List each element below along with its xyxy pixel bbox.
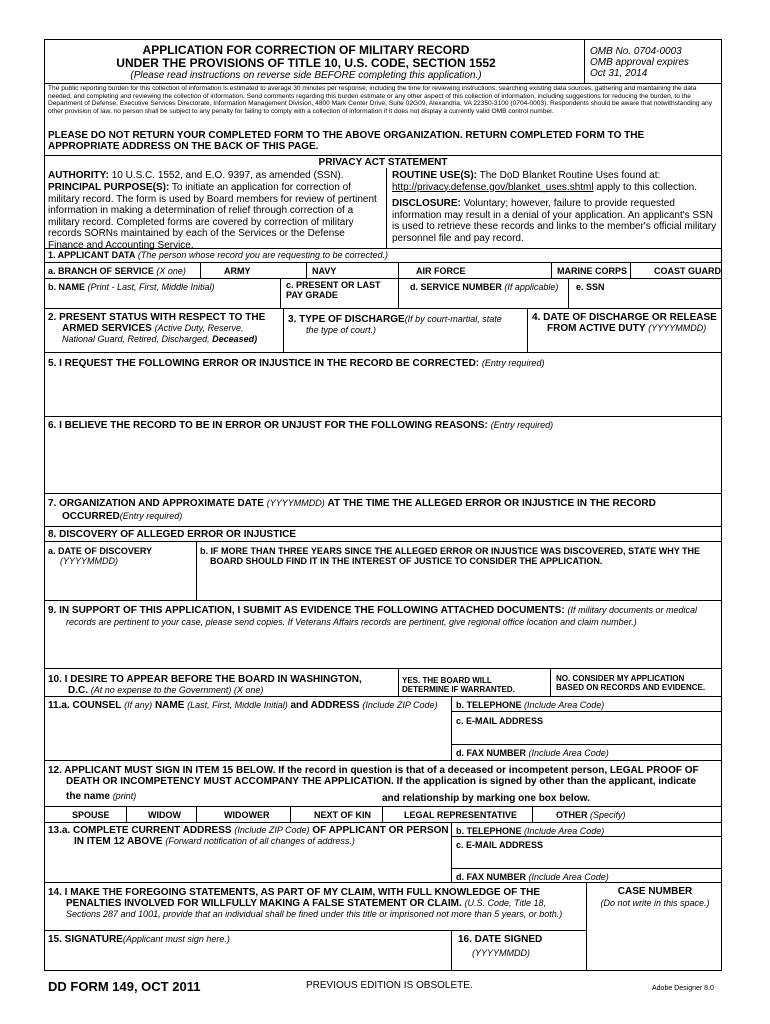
s2-note-bold: Deceased) [212, 334, 258, 344]
routine-tail: apply to this collection. [596, 181, 697, 193]
divider [630, 262, 631, 278]
s3-note2: the type of court.) [306, 325, 377, 335]
divider [398, 668, 399, 696]
s5-label: 5. I REQUEST THE FOLLOWING ERROR OR INJUSTICE IN THE RECORD BE CORRECTED: [48, 358, 480, 369]
s13-note2: (Forward notification of all changes of address.) [165, 836, 355, 846]
routine-label: ROUTINE USE(S): [392, 170, 477, 181]
present-status-field[interactable] [48, 312, 278, 344]
relationship-widower[interactable]: WIDOWER [224, 810, 270, 820]
disclosure-text: Voluntary; however, failure to provide requested information may result in a denial of your application. An applicant's SSN is used to retrieve these records and links to the member's official military personnel file and pay record. [392, 198, 717, 244]
divider [398, 278, 399, 308]
branch-label: a. BRANCH OF SERVICE [48, 266, 154, 276]
relationship-legal-representative[interactable]: LEGAL REPRESENTATIVE [404, 810, 518, 820]
applicant-telephone-field[interactable] [456, 826, 604, 836]
s5-note: (Entry required) [481, 358, 545, 368]
s10-no: NO. CONSIDER MY APPLICATION [556, 674, 685, 683]
relationship-widow[interactable]: WIDOW [148, 810, 181, 820]
s4-note: (YYYYMMDD) [648, 323, 707, 333]
s12-label: 12. APPLICANT MUST SIGN IN ITEM 15 BELOW. If the record in question is that of a deceased or incompetent person, LEGAL PROOF OF [48, 765, 699, 776]
purpose-label: PRINCIPAL PURPOSE(S): [48, 182, 170, 193]
s14-note3: Sections 287 and 1001, provide that an individual shall be fined under this title or imprisoned not more than 5 years, or both.) [66, 909, 563, 919]
disclosure-label: DISCLOSURE: [392, 198, 461, 209]
routine-text: The DoD Blanket Routine Uses found at: [479, 170, 661, 181]
divider [44, 668, 722, 669]
s12-label2: DEATH OR INCOMPETENCY MUST ACCOMPANY THE APPLICATION. If the application is signed by other than the applicant, indicate [66, 776, 697, 787]
s2-label: 2. PRESENT STATUS WITH RESPECT TO THE [48, 312, 266, 323]
branch-option-coast-guard[interactable]: COAST GUARD [654, 266, 721, 276]
divider [44, 541, 722, 542]
s7-note: (YYYYMMDD) [266, 498, 325, 508]
purpose-text: To initiate an application for correction of military record. The form is used by Board members for review of pertinent information in making a determination of relief through correction of a military record. Completed forms are covered by correction of military records SORNs maintained by each of the Services or the Defense Finance and Accounting Service. [48, 182, 377, 251]
branch-of-service-label [48, 266, 186, 276]
s13-tel-note: (Include Area Code) [524, 826, 605, 836]
service-number-note: (If applicable) [504, 282, 559, 292]
divider [44, 806, 722, 807]
divider [44, 930, 586, 931]
representative-name-field[interactable] [66, 791, 136, 802]
divider [386, 168, 387, 248]
divider [584, 39, 585, 83]
s14-statement [48, 887, 578, 919]
relationship-other[interactable] [556, 810, 626, 820]
divider [196, 541, 197, 600]
divider [451, 696, 452, 760]
s11-note: (If any) [124, 700, 153, 710]
relationship-spouse[interactable]: SPOUSE [72, 810, 110, 820]
omb-expires: OMB approval expires [590, 57, 689, 68]
s12-label3: the name [66, 791, 110, 802]
s10-yes2: DETERMINE IF WARRANTED. [402, 685, 515, 694]
applicant-email-field[interactable]: c. E-MAIL ADDRESS [456, 840, 544, 850]
authority-label: AUTHORITY: [48, 170, 109, 181]
case-number-note: (Do not write in this space.) [600, 898, 710, 908]
s2-note: (Active Duty, Reserve, [154, 323, 244, 333]
s11-note-b: (Last, First, Middle Initial) [187, 700, 288, 710]
branch-note: (X one) [156, 266, 186, 276]
s11-note-c: (Include ZIP Code) [362, 700, 438, 710]
divider [44, 882, 722, 883]
counsel-telephone-field[interactable] [456, 700, 604, 710]
s10-label: 10. I DESIRE TO APPEAR BEFORE THE BOARD IN WASHINGTON, [48, 674, 362, 685]
organization-date-field[interactable] [48, 497, 718, 523]
divider [551, 262, 552, 278]
s11-label-c: and ADDRESS [290, 700, 360, 711]
routine-block [392, 170, 718, 193]
branch-option-marine-corps[interactable]: MARINE CORPS [557, 266, 628, 276]
appear-no-option[interactable] [556, 674, 722, 692]
s12-label4: and relationship by marking one box below. [382, 793, 590, 804]
divider [451, 868, 722, 869]
divider [527, 308, 528, 352]
branch-option-army[interactable]: ARMY [224, 266, 251, 276]
counsel-name-address-field[interactable] [48, 700, 448, 711]
omb-number: OMB No. 0704-0003 [590, 46, 682, 57]
s11-tel-note: (Include Area Code) [524, 700, 605, 710]
discharge-type-field[interactable] [288, 314, 524, 335]
s7-label-b: AT THE TIME THE ALLEGED ERROR OR INJUSTICE IN THE RECORD [327, 498, 656, 509]
s7-note2: (Entry required) [119, 511, 183, 521]
case-number-label: CASE NUMBER [617, 886, 693, 897]
s10-label2: D.C. [68, 685, 88, 696]
branch-option-air-force[interactable]: AIR FORCE [416, 266, 466, 276]
s16-label: 16. DATE SIGNED [458, 934, 543, 945]
evidence-documents-field[interactable] [48, 605, 718, 627]
divider [196, 806, 197, 822]
discovery-date-field[interactable] [48, 546, 194, 566]
divider [200, 262, 201, 278]
s15-label: 15. SIGNATURE [48, 934, 123, 945]
counsel-fax-field[interactable] [456, 748, 609, 758]
s14-label2: PENALTIES INVOLVED FOR WILLFULLY MAKING A FALSE STATEMENT OR CLAIM. [66, 898, 462, 909]
divider [451, 836, 722, 837]
s1-heading-note: (The person whose record you are requesting to be corrected.) [137, 250, 388, 260]
s13-label-b: OF APPLICANT OR PERSON [312, 825, 449, 836]
pay-grade-field[interactable]: c. PRESENT OR LAST PAY GRADE [286, 280, 381, 300]
form-title-line2: UNDER THE PROVISIONS OF TITLE 10, U.S. CODE, SECTION 1552 [116, 56, 496, 70]
applicant-address-field[interactable] [48, 825, 452, 847]
applicant-fax-field[interactable] [456, 872, 609, 882]
divider [550, 668, 551, 696]
s14-note2: (U.S. Code, Title 18, [464, 898, 546, 908]
s13-fax-note: (Include Area Code) [528, 872, 609, 882]
error-reasons-field[interactable] [48, 420, 718, 431]
s2-label2: ARMED SERVICES [62, 323, 152, 334]
divider [44, 600, 722, 601]
divider [382, 806, 383, 822]
other-note: (Specify) [590, 810, 626, 820]
privacy-heading: PRIVACY ACT STATEMENT [318, 157, 448, 168]
disclosure-block [392, 198, 718, 244]
divider [44, 308, 722, 309]
s10-note: (At no expense to the Government) (X one) [90, 685, 264, 695]
name-label: b. NAME [48, 282, 85, 292]
s4-label2: FROM ACTIVE DUTY [547, 323, 646, 334]
signature-field[interactable] [48, 934, 230, 945]
previous-edition-note: PREVIOUS EDITION IS OBSOLETE. [306, 980, 473, 991]
omb-date: Oct 31, 2014 [590, 68, 648, 79]
divider [532, 806, 533, 822]
requested-correction-field[interactable] [48, 358, 718, 369]
divider [306, 262, 307, 278]
name-note: (Print - Last, First, Middle Initial) [87, 282, 215, 292]
s8-b-label2: BOARD SHOULD FIND IT IN THE INTEREST OF JUSTICE TO CONSIDER THE APPLICATION. [210, 556, 603, 566]
divider [44, 416, 722, 417]
s13-label: 13.a. COMPLETE CURRENT ADDRESS [48, 825, 232, 836]
form-id: DD FORM 149, OCT 2011 [48, 979, 201, 994]
branch-option-navy[interactable]: NAVY [312, 266, 337, 276]
s15-note: (Applicant must sign here.) [122, 934, 230, 944]
service-number-label: d. SERVICE NUMBER [410, 282, 502, 292]
divider [44, 493, 722, 494]
divider [451, 822, 452, 882]
s9-note: (If military documents or medical [567, 605, 697, 615]
form-subtitle: (Please read instructions on reverse side BEFORE completing this application.) [130, 70, 482, 81]
other-label: OTHER [556, 810, 588, 820]
s8-b-label: b. IF MORE THAN THREE YEARS SINCE THE ALLEGED ERROR OR INJUSTICE WAS DISCOVERED, STATE WHY THE [200, 546, 701, 556]
s13-note: (Include ZIP Code) [234, 825, 310, 835]
divider [568, 278, 569, 308]
s11-label-b: NAME [154, 700, 185, 711]
software-note: Adobe Designer 8.0 [652, 985, 714, 992]
appear-yes-option[interactable] [402, 676, 532, 694]
divider [44, 526, 722, 527]
s1-heading [48, 250, 388, 260]
s4-label: 4. DATE OF DISCHARGE OR RELEASE [532, 312, 717, 323]
s12-note3: (print) [112, 791, 137, 801]
appear-before-board [48, 674, 394, 696]
s11-label: 11.a. COUNSEL [48, 700, 122, 711]
s11-fax-note: (Include Area Code) [528, 748, 609, 758]
divider [44, 262, 722, 263]
service-number-field[interactable] [410, 282, 558, 292]
ssn-field[interactable]: e. SSN [576, 282, 605, 292]
divider [44, 822, 722, 823]
return-notice: PLEASE DO NOT RETURN YOUR COMPLETED FORM TO THE ABOVE ORGANIZATION. RETURN COMPLETED FORM TO THE APPROPRIATE ADDRESS ON THE BACK OF THIS PAGE. [48, 130, 645, 152]
discharge-date-field[interactable] [532, 312, 722, 334]
divider [126, 806, 127, 822]
purpose-block [48, 182, 382, 251]
s7-label2: OCCURRED [62, 511, 120, 522]
divider [44, 760, 722, 761]
divider [44, 696, 722, 697]
divider [44, 83, 722, 84]
late-filing-justification-field[interactable] [200, 546, 718, 566]
routine-url-link[interactable]: http://privacy.defense.gov/blanket_uses.shtml [392, 181, 594, 193]
s8-heading: 8. DISCOVERY OF ALLEGED ERROR OR INJUSTICE [48, 529, 296, 540]
divider [44, 352, 722, 353]
divider [451, 930, 452, 971]
burden-statement: The public reporting burden for this collection of information is estimated to average 30 minutes per response, including the time for reviewing instructions, searching existing data sources, gathering and maintaining the data needed, and completing and reviewing the collection of information. Send comments regarding this burden estimate or any other aspect of this collection of information, including suggestions for reducing the burden, to the Department of Defense, Executive Services Directorate, Information Management Division, 4800 Mark Center Drive, Suite 02G09, Alexandria, VA 22350-3100 (0704-0003). Respondents should be aware that notwithstanding any other provision of law, no person shall be subject to any penalty for failing to comply with a collection of information if it does not display a currently valid OMB control number. [48, 85, 713, 115]
form-title-line1: APPLICATION FOR CORRECTION OF MILITARY RECORD [142, 43, 470, 57]
s11-tel-label: b. TELEPHONE [456, 700, 522, 710]
s9-note2: records are pertinent to your case, please send copies. If Veterans Affairs records are pertinent, give regional office location and claim number.) [66, 617, 637, 627]
divider [44, 278, 722, 279]
divider [44, 248, 722, 249]
s6-note: (Entry required) [490, 420, 554, 430]
s6-label: 6. I BELIEVE THE RECORD TO BE IN ERROR OR UNJUST FOR THE FOLLOWING REASONS: [48, 420, 488, 431]
s10-no2: BASED ON RECORDS AND EVIDENCE. [556, 683, 706, 692]
authority-text: 10 U.S.C. 1552, and E.O. 9397, as amended (SSN). [111, 170, 344, 181]
s8-a-note: (YYYYMMDD) [60, 556, 118, 566]
name-field[interactable] [48, 282, 215, 292]
divider [280, 278, 281, 308]
date-signed-field[interactable]: (YYYYMMDD) [472, 948, 530, 958]
s11-fax-label: d. FAX NUMBER [456, 748, 527, 758]
divider [290, 806, 291, 822]
s14-label: 14. I MAKE THE FOREGOING STATEMENTS, AS PART OF MY CLAIM, WITH FULL KNOWLEDGE OF THE [48, 887, 541, 898]
authority-block [48, 170, 382, 181]
s1-heading-label: 1. APPLICANT DATA [48, 250, 136, 260]
divider [451, 744, 722, 745]
s9-label: 9. IN SUPPORT OF THIS APPLICATION, I SUBMIT AS EVIDENCE THE FOLLOWING ATTACHED DOCUMENTS: [48, 605, 565, 616]
divider [586, 882, 587, 930]
s13-tel-label: b. TELEPHONE [456, 826, 522, 836]
s2-note2: National Guard, Retired, Discharged, [62, 334, 210, 344]
s3-note: (If by court-martial, state [404, 314, 502, 324]
divider [283, 308, 284, 352]
divider [451, 711, 722, 712]
divider [398, 262, 399, 278]
s10-yes: YES. THE BOARD WILL [402, 676, 492, 685]
s3-label: 3. TYPE OF DISCHARGE [288, 314, 405, 325]
divider [44, 155, 722, 156]
s7-label: 7. ORGANIZATION AND APPROXIMATE DATE [48, 498, 264, 509]
s13-label2: IN ITEM 12 ABOVE [74, 836, 163, 847]
s13-fax-label: d. FAX NUMBER [456, 872, 527, 882]
s8-a-label: a. DATE OF DISCOVERY [48, 546, 153, 556]
relationship-next-of-kin[interactable]: NEXT OF KIN [314, 810, 372, 820]
counsel-email-field[interactable]: c. E-MAIL ADDRESS [456, 716, 544, 726]
divider [586, 930, 587, 971]
